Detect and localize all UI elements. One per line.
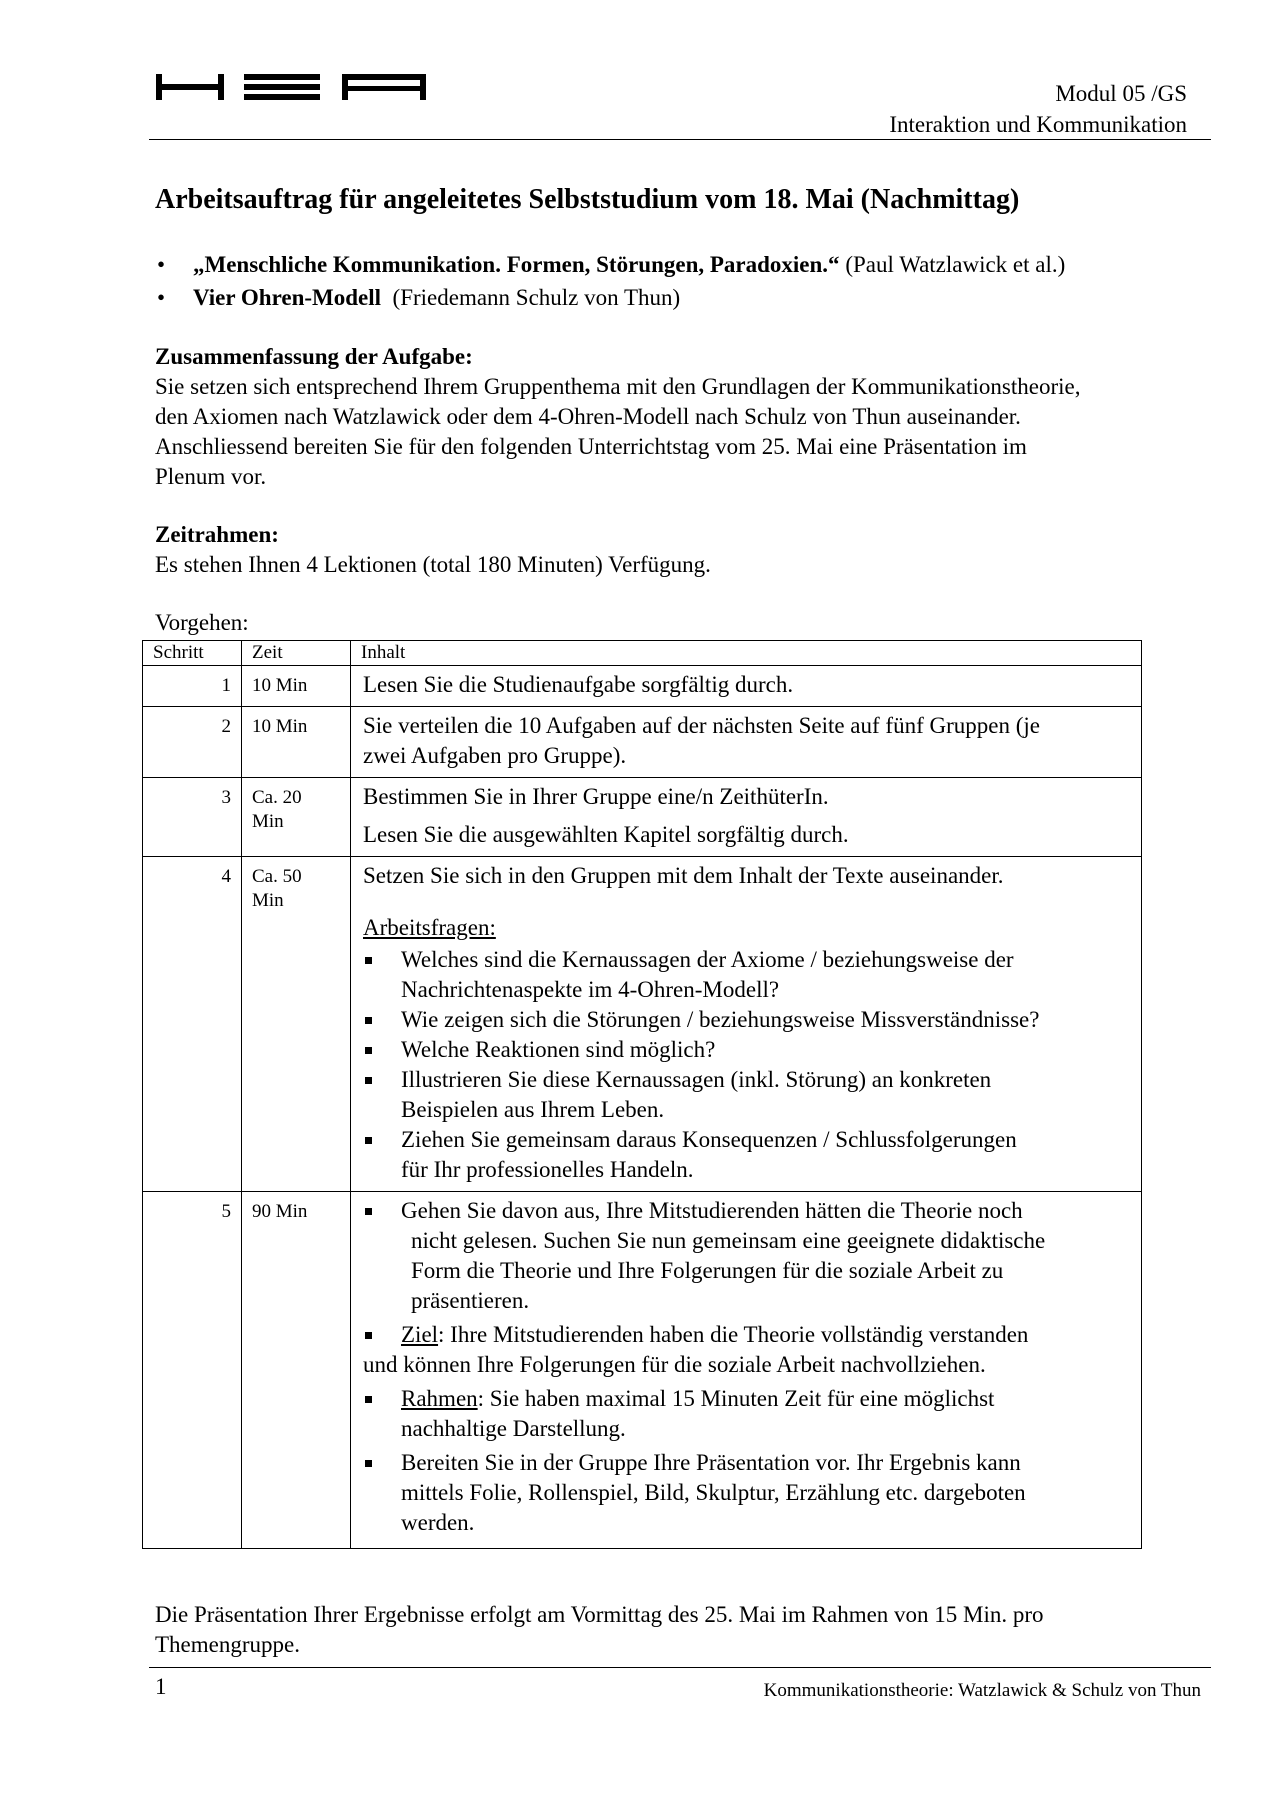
square-bullet-icon <box>365 1047 372 1054</box>
step-text: Sie verteilen die 10 Aufgaben auf der nächsten Seite auf fünf Gruppen (je <box>363 713 1040 738</box>
list-item-line: nachhaltige Darstellung. <box>401 1416 626 1441</box>
topic-title: Vier Ohren-Modell <box>193 285 382 310</box>
frame-label: Rahmen <box>401 1386 478 1411</box>
questions-label: Arbeitsfragen: <box>363 915 496 940</box>
step-text: Lesen Sie die ausgewählten Kapitel sorgfältig durch. <box>363 822 849 847</box>
topic-title: „Menschliche Kommunikation. Formen, Störungen, Paradoxien.“ <box>193 252 840 277</box>
procedure-table <box>142 640 1142 1549</box>
square-bullet-icon <box>365 1017 372 1024</box>
step-time: 10 Min <box>242 707 351 778</box>
square-bullet-icon <box>365 1208 372 1215</box>
list-item-line: Nachrichtenaspekte im 4-Ohren-Modell? <box>401 977 780 1002</box>
list-item-line: mittels Folie, Rollenspiel, Bild, Skulptur, Erzählung etc. dargeboten <box>401 1480 1026 1505</box>
square-bullet-icon <box>365 1332 372 1339</box>
table-row <box>143 1192 1142 1549</box>
list-item-line: und können Ihre Folgerungen für die soziale Arbeit nachvollziehen. <box>363 1352 986 1377</box>
list-item-line: präsentieren. <box>411 1288 530 1313</box>
list-item <box>363 1320 1131 1380</box>
bullet-icon: • <box>157 285 166 310</box>
list-item <box>363 1448 1131 1538</box>
table-row <box>143 666 1142 707</box>
closing-note <box>155 1600 1215 1660</box>
footer-title: Kommunikationstheorie: Watzlawick & Schulz von Thun <box>763 1680 1201 1701</box>
square-bullet-icon <box>365 957 372 964</box>
list-item-line: für Ihr professionelles Handeln. <box>401 1157 694 1182</box>
list-item-line: : Ihre Mitstudierenden haben die Theorie vollständig verstanden <box>438 1322 1029 1347</box>
step-time-line: Min <box>252 890 284 911</box>
header-modul: Modul 05 /GS <box>1055 81 1187 106</box>
step-text: Bestimmen Sie in Ihrer Gruppe eine/n ZeithüterIn. <box>363 784 829 809</box>
list-item <box>363 1125 1131 1185</box>
step-number: 5 <box>143 1192 242 1549</box>
square-bullet-icon <box>365 1137 372 1144</box>
summary-section <box>155 342 1215 492</box>
step-text: zwei Aufgaben pro Gruppe). <box>363 743 627 768</box>
step-number: 2 <box>143 707 242 778</box>
tasks-list <box>363 1196 1131 1538</box>
table-row <box>143 857 1142 1192</box>
timeframe-section <box>155 520 1215 580</box>
step-content <box>351 857 1142 1192</box>
list-item-line: Welches sind die Kernaussagen der Axiome / beziehungsweise der <box>401 947 1014 972</box>
list-item-line: Wie zeigen sich die Störungen / beziehungsweise Missverständnisse? <box>401 1007 1040 1032</box>
list-item <box>363 945 1131 1005</box>
step-number: 3 <box>143 778 242 857</box>
bullet-icon: • <box>157 252 166 277</box>
list-item-line: Illustrieren Sie diese Kernaussagen (inkl. Störung) an konkreten <box>401 1067 992 1092</box>
topic-author: (Paul Watzlawick et al.) <box>839 252 1066 277</box>
table-row <box>143 778 1142 857</box>
square-bullet-icon <box>365 1077 372 1084</box>
list-item-line: Bereiten Sie in der Gruppe Ihre Präsentation vor. Ihr Ergebnis kann <box>401 1450 1021 1475</box>
procedure-label: Vorgehen: <box>155 610 249 635</box>
column-header-inhalt: Inhalt <box>351 641 1142 666</box>
step-content <box>351 778 1142 857</box>
topic-item <box>155 248 1065 281</box>
summary-line: den Axiomen nach Watzlawick oder dem 4-Ohren-Modell nach Schulz von Thun auseinander. <box>155 404 1021 429</box>
closing-line: Die Präsentation Ihrer Ergebnisse erfolgt am Vormittag des 25. Mai im Rahmen von 15 Min. pro <box>155 1602 1044 1627</box>
questions-list <box>363 945 1131 1185</box>
hsa-logo <box>156 74 426 100</box>
step-number: 1 <box>143 666 242 707</box>
list-item <box>363 1035 1131 1065</box>
step-time <box>242 778 351 857</box>
list-item-line: : Sie haben maximal 15 Minuten Zeit für eine möglichst <box>477 1386 995 1411</box>
topic-item <box>155 281 1065 314</box>
square-bullet-icon <box>365 1460 372 1467</box>
step-time-line: Min <box>252 811 284 832</box>
step-time-line: Ca. 20 <box>252 787 302 808</box>
header-divider <box>149 139 1211 140</box>
list-item-line: werden. <box>401 1510 475 1535</box>
list-item-line: Ziehen Sie gemeinsam daraus Konsequenzen / Schlussfolgerungen <box>401 1127 1017 1152</box>
step-content <box>351 1192 1142 1549</box>
summary-line: Sie setzen sich entsprechend Ihrem Gruppenthema mit den Grundlagen der Kommunikationstheorie, <box>155 374 1081 399</box>
table-row <box>143 707 1142 778</box>
closing-line: Themengruppe. <box>155 1632 300 1657</box>
step-text: Setzen Sie sich in den Gruppen mit dem Inhalt der Texte auseinander. <box>363 863 1004 888</box>
step-time: 90 Min <box>242 1192 351 1549</box>
step-text: Lesen Sie die Studienaufgabe sorgfältig durch. <box>363 672 794 697</box>
timeframe-heading: Zeitrahmen: <box>155 522 279 547</box>
topic-list <box>155 248 1065 314</box>
topic-author: (Friedemann Schulz von Thun) <box>381 285 681 310</box>
goal-label: Ziel <box>401 1322 439 1347</box>
footer-divider <box>149 1667 1211 1668</box>
list-item <box>363 1384 1131 1444</box>
step-time <box>242 857 351 1192</box>
header-info <box>889 78 1187 140</box>
timeframe-text: Es stehen Ihnen 4 Lektionen (total 180 Minuten) Verfügung. <box>155 552 711 577</box>
list-item-line: Beispielen aus Ihrem Leben. <box>401 1097 665 1122</box>
list-item-line: Form die Theorie und Ihre Folgerungen für die soziale Arbeit zu <box>411 1258 1004 1283</box>
list-item-line: Gehen Sie davon aus, Ihre Mitstudierenden hätten die Theorie noch <box>401 1198 1023 1223</box>
page-number: 1 <box>155 1674 167 1699</box>
list-item <box>363 1005 1131 1035</box>
column-header-zeit: Zeit <box>242 641 351 666</box>
step-content <box>351 666 1142 707</box>
list-item-line: Welche Reaktionen sind möglich? <box>401 1037 716 1062</box>
step-content <box>351 707 1142 778</box>
column-header-schritt: Schritt <box>143 641 242 666</box>
list-item-line: nicht gelesen. Suchen Sie nun gemeinsam eine geeignete didaktische <box>411 1228 1046 1253</box>
summary-line: Plenum vor. <box>155 464 267 489</box>
page-title: Arbeitsauftrag für angeleitetes Selbststudium vom 18. Mai (Nachmittag) <box>155 184 1020 215</box>
header-subtitle: Interaktion und Kommunikation <box>889 112 1187 137</box>
step-number: 4 <box>143 857 242 1192</box>
summary-heading: Zusammenfassung der Aufgabe: <box>155 344 473 369</box>
step-time-line: Ca. 50 <box>252 866 302 887</box>
summary-line: Anschliessend bereiten Sie für den folgenden Unterrichtstag vom 25. Mai eine Präsentation im <box>155 434 1027 459</box>
list-item <box>363 1196 1131 1316</box>
table-header-row <box>143 641 1142 666</box>
square-bullet-icon <box>365 1396 372 1403</box>
step-time: 10 Min <box>242 666 351 707</box>
list-item <box>363 1065 1131 1125</box>
